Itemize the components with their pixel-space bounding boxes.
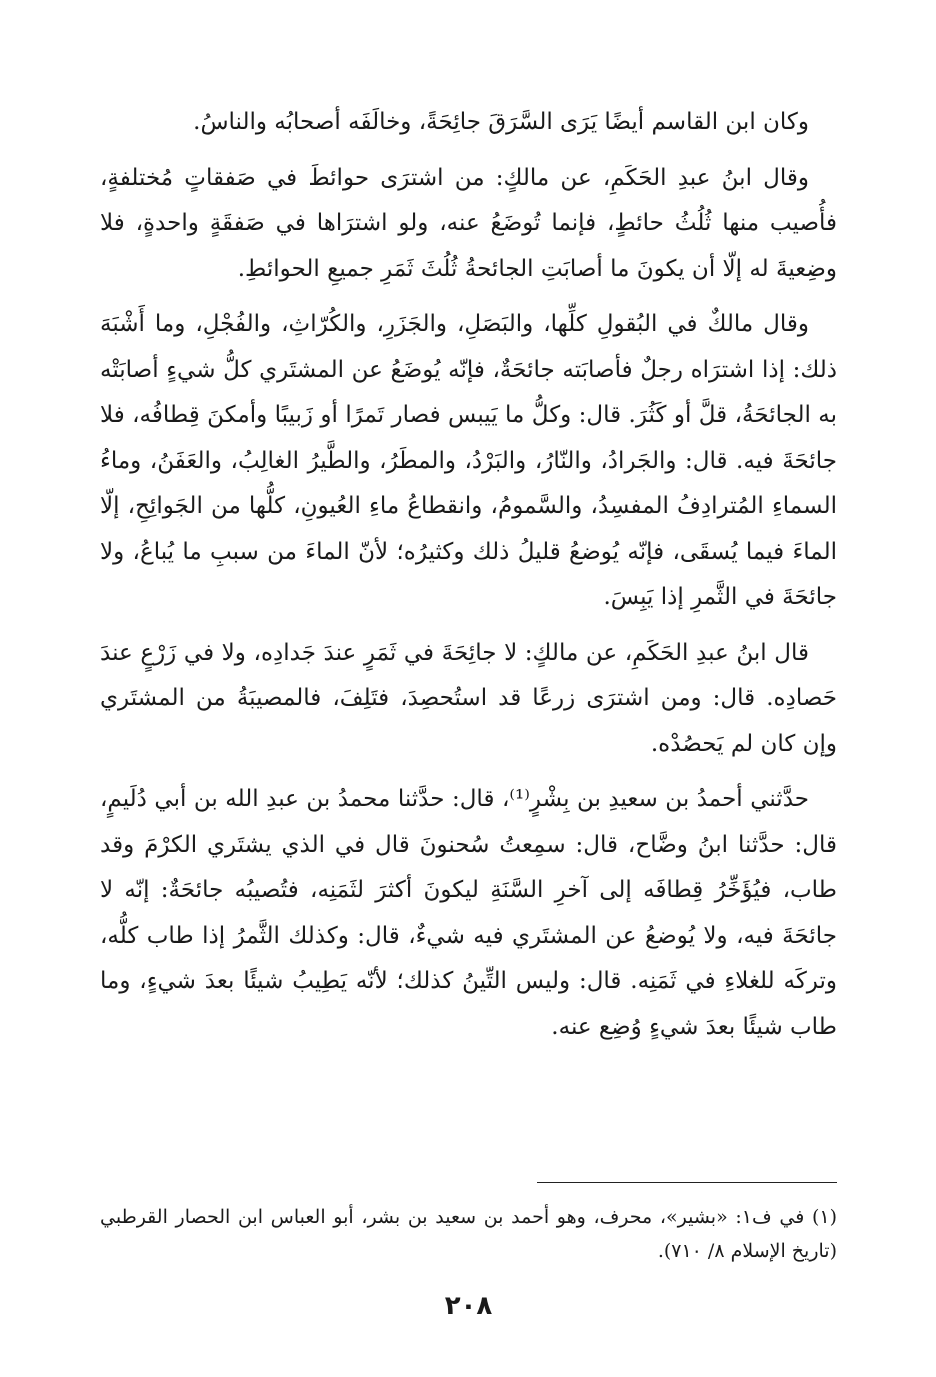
paragraph: وقال مالكٌ في البُقولِ كلِّها، والبَصَلِ، والجَزَرِ، والكُرّاثِ، والفُجْلِ، وما أَشْبَهَ ذلك: إذا اشترَاه رجلٌ فأصابَته جائحَةٌ، فإنّه يُوضَعُ عن المشتَري كلُّ شيءٍ أصابَتْه به الجائحَةُ، قلَّ أو كَثُرَ. قال: وكلُّ ما يَيبس فصار تَمرًا أو زَبيبًا وأمكنَ قِطافُه، فلا جائحَةَ فيه. قال: والجَرادُ، والنّارُ، والبَرْدُ، والمطَرُ، والطَّيرُ الغالِبُ، والعَفَنُ، وماءُ السماءِ المُترادِفُ المفسِدُ، والسَّمومُ، وانقطاعُ ماءِ العُيونِ، كلُّها من الجَوائِحِ، إلّا الماءَ فيما يُسقَى، فإنّه يُوضعُ قليلُ ذلك وكثيرُه؛ لأنّ الماءَ من سببِ ما يُباعُ، ولا جائحَةَ في الثَّمرِ إذا يَبِسَ. <box>100 311 837 610</box>
footnote: (١) في ف١: «بشير»، محرف، وهو أحمد بن سعيد بن بشر، أبو العباس ابن الحصار القرطبي (تاريخ الإسلام ٨/ ٧١٠). <box>100 1206 837 1262</box>
paragraph: وقال ابنُ عبدِ الحَكَمِ، عن مالكٍ: من اشترَى حوائطَ في صَفقاتٍ مُختلفةٍ، فأُصيب منها ثُلُثُ حائطٍ، فإنما تُوضَعُ عنه، ولو اشترَاها في صَفقَةٍ واحدةٍ، فلا وضِعيةَ له إلّا أن يكونَ ما أصابَتِ الجائحةُ ثُلُثَ ثَمَرِ جميعِ الحوائطِ. <box>100 164 837 282</box>
footnotes <box>100 1200 837 1268</box>
book-page <box>100 100 837 1360</box>
paragraph: وكان ابن القاسم أيضًا يَرَى السَّرَقَ جائِحَةً، وخالَفَه أصحابُه والناسُ. <box>193 109 809 135</box>
main-text <box>100 100 837 1050</box>
footnote-separator <box>537 1182 837 1183</box>
paragraph: قال ابنُ عبدِ الحَكَمِ، عن مالكٍ: لا جائِحَةَ في ثَمَرٍ عندَ جَدادِه، ولا في زَرْعٍ عندَ حَصادِه. قال: ومن اشترَى زرعًا قد استُحصِدَ، فتَلِفَ، فالمصيبَةُ من المشتَري وإن كان لم يَحصُدْه. <box>100 639 837 757</box>
paragraph: حدَّثني أحمدُ بن سعيدِ بن بِشْرٍ⁽¹⁾، قال: حدَّثنا محمدُ بن عبدِ الله بن أبي دُلَيمٍ، قال: حدَّثنا ابنُ وضَّاح، قال: سمِعتُ سُحنونَ قال في الذي يشتَري الكرْمَ وقد طاب، فيُؤَخِّرُ قِطافَه إلى آخرِ السَّنَةِ ليكونَ أكثرَ لثَمَنِه، فتُصيبُه جائحَةٌ: إنّه لا جائحَةَ فيه، ولا يُوضعُ عن المشتَري فيه شيءٌ، قال: وكذلك الثَّمرُ إذا طاب كلُّه، وتركَه للغلاءِ في ثَمَنِه. قال: وليس التِّينُ كذلك؛ لأنّه يَطِيبُ شيئًا بعدَ شيءٍ، وما طاب شيئًا بعدَ شيءٍ وُضِع عنه. <box>100 786 837 1040</box>
page-number: ٢٠٨ <box>444 1291 493 1321</box>
